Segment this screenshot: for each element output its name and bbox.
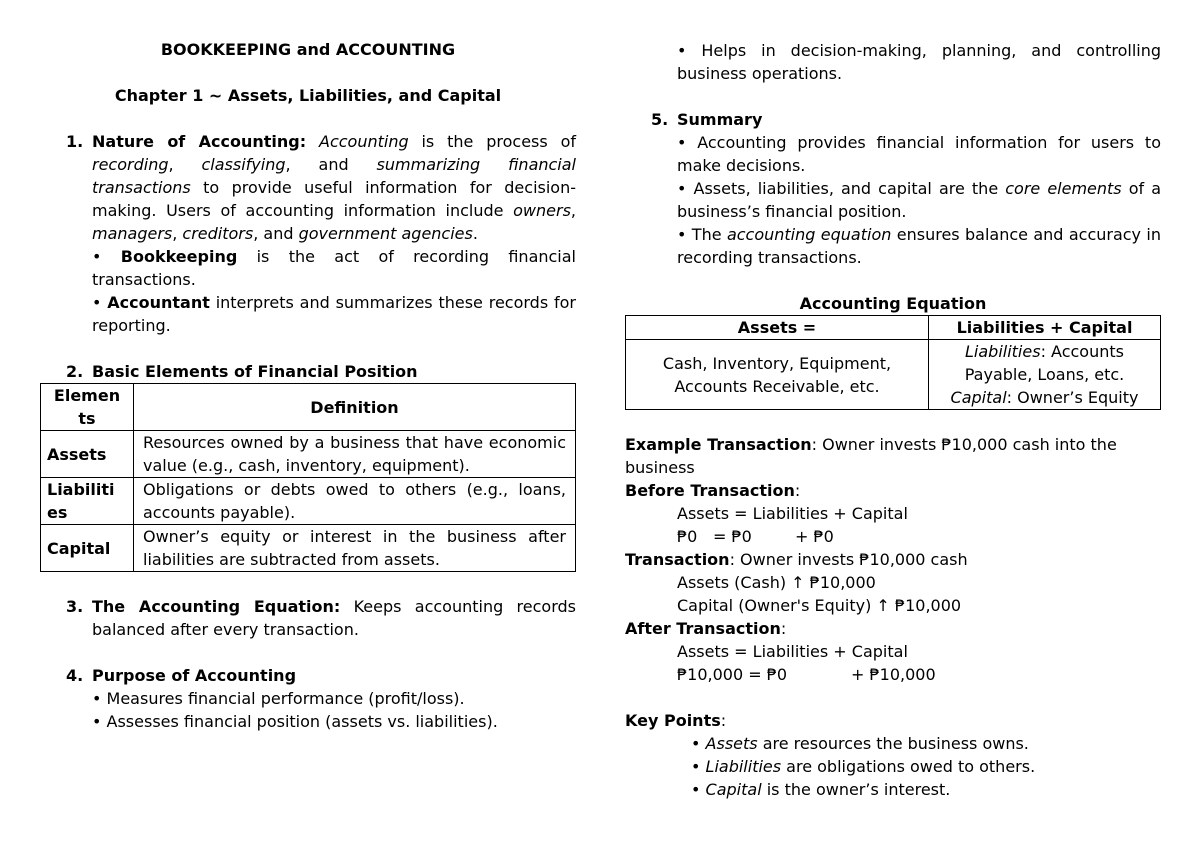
transaction-detail: Capital (Owner's Equity) ↑ ₱10,000 [677, 596, 962, 615]
key-point [625, 755, 1161, 778]
equation-paragraph [92, 595, 576, 641]
bullet-accountant [92, 291, 576, 337]
bullet-glyph: • [691, 780, 706, 799]
row-term: Liabiliti es [41, 478, 134, 525]
section-number: 5. [651, 110, 669, 129]
left-column [40, 38, 576, 733]
section-number: 1. [66, 132, 84, 151]
row-term: Capital [41, 525, 134, 572]
term-liabilities: Liabilities [705, 757, 782, 776]
section-summary [625, 108, 1161, 269]
header-liabilities-capital: Liabilities + Capital [929, 316, 1161, 340]
after-equation: Assets = Liabilities + Capital [677, 642, 908, 661]
bullet-bookkeeping [92, 245, 576, 291]
term-capital: Capital [705, 780, 762, 799]
assets-cell: Cash, Inventory, Equipment, Accounts Receivable, etc. [626, 340, 929, 410]
section-heading: Purpose of Accounting [92, 666, 297, 685]
text-run: is the owner’s interest. [761, 780, 951, 799]
row-definition: Obligations or debts owed to others (e.g., loans, accounts payable). [134, 478, 576, 525]
section-accounting-equation [40, 595, 576, 641]
colon: : [794, 481, 801, 500]
text-run: are obligations owed to others. [781, 757, 1036, 776]
document-title: BOOKKEEPING and ACCOUNTING [160, 40, 456, 59]
term-classifying: classifying [201, 155, 286, 174]
equation-table-caption: Accounting Equation [799, 294, 987, 313]
term-government-agencies: government agencies [298, 224, 473, 243]
table-row [626, 340, 1161, 410]
text-run: , [168, 155, 202, 174]
purpose-bullet: • Assesses financial position (assets vs. liabilities). [92, 712, 498, 731]
row-definition: Resources owned by a business that have economic value (e.g., cash, inventory, equipment). [134, 431, 576, 478]
text-run: : Owner’s Equity [1006, 388, 1139, 407]
table-row [41, 478, 576, 525]
term-recording: recording [92, 155, 169, 174]
section-number: 2. [66, 362, 84, 381]
key-points-label: Key Points [625, 711, 721, 730]
liabilities-capital-cell [929, 340, 1161, 410]
right-column [625, 39, 1161, 801]
before-capital-value: + ₱0 [795, 527, 834, 546]
section-basic-elements [40, 360, 576, 383]
row-term: Assets [41, 431, 134, 478]
table-header-row [626, 316, 1161, 340]
term-core-elements: core elements [1005, 179, 1122, 198]
text-run: . [472, 224, 478, 243]
term-liabilities: Liabilities [965, 342, 1041, 361]
after-values [625, 663, 1161, 686]
transaction-label: Transaction [625, 550, 730, 569]
key-point [625, 732, 1161, 755]
summary-bullet [677, 177, 1161, 223]
term-summarizing: summarizing financial transactions [92, 155, 576, 197]
section-heading: Basic Elements of Financial Position [92, 362, 418, 381]
text-run: to provide useful information for decision-making. Users of accounting information include [92, 178, 576, 220]
term-owners: owners [513, 201, 571, 220]
text-run: is the process of [408, 132, 577, 151]
section-nature-of-accounting [40, 130, 576, 337]
term-managers: managers [92, 224, 173, 243]
after-label: After Transaction [625, 619, 781, 638]
section-heading: The Accounting Equation: [92, 597, 341, 616]
purpose-bullet: • Helps in decision-making, planning, and controlling business operations. [677, 41, 1161, 83]
summary-bullet: • Accounting provides financial information for users to make decisions. [677, 133, 1161, 175]
key-points-heading [625, 709, 1161, 732]
bullet-text: is the act of recording financial transactions. [92, 247, 577, 289]
section-number: 3. [66, 597, 84, 616]
purpose-bullet: • Measures financial performance (profit/loss). [92, 689, 465, 708]
bullet-glyph: • [691, 734, 706, 753]
term-capital: Capital [950, 388, 1007, 407]
section-heading: Summary [677, 110, 763, 129]
text-run: , and [253, 224, 299, 243]
transaction-text: : Owner invests ₱10,000 cash [729, 550, 968, 569]
row-definition: Owner’s equity or interest in the business after liabilities are subtracted from assets. [134, 525, 576, 572]
section-text: Keeps accounting records balanced after every transaction. [92, 597, 577, 639]
before-label: Before Transaction [625, 481, 795, 500]
transaction-line [625, 548, 1161, 571]
before-equation: Assets = Liabilities + Capital [677, 504, 908, 523]
bullet-glyph: • [691, 757, 706, 776]
before-assets-value: ₱0 [677, 527, 698, 546]
after-heading [625, 617, 1161, 640]
example-label: Example Transaction [625, 435, 812, 454]
text-run: , and [285, 155, 377, 174]
table-header-row [41, 384, 576, 431]
text-run: • The [677, 225, 727, 244]
section-purpose [40, 664, 576, 733]
key-point [625, 778, 1161, 801]
chapter-title: Chapter 1 ~ Assets, Liabilities, and Capital [114, 86, 502, 105]
bullet-text: interprets and summarizes these records for reporting. [92, 293, 576, 335]
text-run: , [570, 201, 576, 220]
header-definition: Definition [134, 384, 576, 431]
text-run: , [172, 224, 183, 243]
colon: : [720, 711, 727, 730]
term-assets: Assets [705, 734, 758, 753]
term-accounting-equation: accounting equation [726, 225, 892, 244]
text-run: : Accounts Payable, Loans, etc. [964, 342, 1125, 384]
example-text: : Owner invests ₱10,000 cash into the business [625, 435, 1117, 477]
key-points [625, 709, 1161, 801]
term-accounting: Accounting [319, 132, 409, 151]
after-capital-value: + ₱10,000 [851, 665, 936, 684]
after-assets-liabilities-value: ₱10,000 = ₱0 [677, 665, 788, 684]
elements-table [40, 383, 576, 572]
table-row [41, 431, 576, 478]
header-elements: Elemen ts [41, 384, 134, 431]
term-creditors: creditors [182, 224, 254, 243]
term-bookkeeping: Bookkeeping [120, 247, 238, 266]
colon: : [780, 619, 787, 638]
section-number: 4. [66, 666, 84, 685]
example-line [625, 433, 1161, 479]
summary-bullet [677, 223, 1161, 269]
term-accountant: Accountant [107, 293, 210, 312]
before-heading [625, 479, 1161, 502]
example-transaction [625, 433, 1161, 686]
before-liabilities-value: = ₱0 [713, 527, 752, 546]
text-run: of a business’s financial position. [677, 179, 1162, 221]
text-run: ensures balance and accuracy in recording transactions. [677, 225, 1161, 267]
table-row [41, 525, 576, 572]
before-values [625, 525, 1161, 548]
header-assets: Assets = [626, 316, 929, 340]
transaction-detail: Assets (Cash) ↑ ₱10,000 [677, 573, 876, 592]
text-run: are resources the business owns. [757, 734, 1029, 753]
bullet-glyph: • [92, 293, 108, 312]
equation-table [625, 315, 1161, 410]
bullet-glyph: • [92, 247, 121, 266]
nature-paragraph [92, 130, 576, 245]
text-run: • Assets, liabilities, and capital are the [677, 179, 1006, 198]
section-heading: Nature of Accounting: [92, 132, 307, 151]
